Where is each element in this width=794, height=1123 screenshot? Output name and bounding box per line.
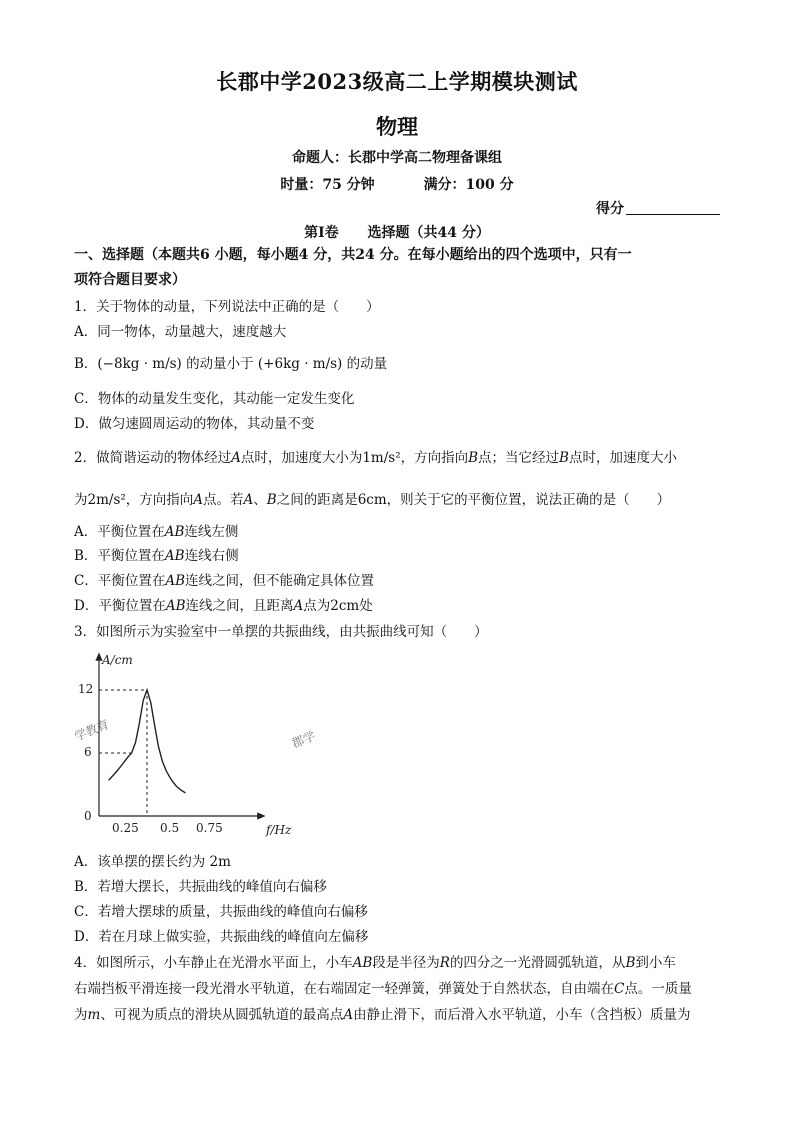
- q4-stem-line2: 右端挡板平滑连接一段光滑水平轨道，在右端固定一轻弹簧，弹簧处于自然状态，自由端在C点。一质量: [74, 981, 692, 997]
- q1-option-a: A．同一物体，动量越大，速度越大: [74, 324, 287, 340]
- q3-option-c: C．若增大摆球的质量，共振曲线的峰值向右偏移: [74, 904, 368, 920]
- y-axis-label: A/cm: [102, 653, 133, 667]
- q4-stem-line1: 4．如图所示，小车静止在光滑水平面上，小车AB段是半径为R的四分之一光滑圆弧轨道，从B到小车: [74, 955, 676, 971]
- time-score-line: [0, 174, 794, 194]
- x-tick-0-75: 0.75: [196, 821, 223, 835]
- score-field: [596, 198, 720, 218]
- score-label: 得分: [596, 201, 624, 217]
- q3-option-b: B．若增大摆长，共振曲线的峰值向右偏移: [74, 879, 327, 895]
- full-score: 满分：100 分: [423, 177, 514, 193]
- q2-stem-line2: 为2m/s²，方向指向A点。若A、B之间的距离是6cm，则关于它的平衡位置，说法正确的是（ ）: [74, 492, 671, 508]
- q3-option-a: A．该单摆的摆长约为 2m: [74, 854, 231, 870]
- x-axis-label: f/Hz: [266, 823, 292, 837]
- y-tick-6: 6: [84, 745, 92, 759]
- exam-time: 时量：75 分钟: [280, 177, 375, 193]
- x-tick-0-25: 0.25: [112, 821, 139, 835]
- watermark-1: 学教育: [72, 717, 111, 744]
- q1-stem: 1．关于物体的动量，下列说法中正确的是（ ）: [74, 299, 380, 315]
- volume-label: 第Ⅰ卷: [304, 225, 339, 241]
- volume-title: 选择题（共44 分）: [367, 225, 490, 241]
- subject-title: 物理: [376, 114, 418, 139]
- watermark-2: 郡学: [289, 728, 318, 751]
- resonance-curve-line: [109, 690, 186, 793]
- volume-heading: [0, 222, 794, 242]
- origin-label: 0: [84, 809, 92, 823]
- y-tick-12: 12: [78, 682, 94, 696]
- q2-stem-line1: 2．做简谐运动的物体经过A点时，加速度大小为1m/s²，方向指向B点；当它经过B点时，加速度大小: [74, 450, 677, 466]
- author-line: 命题人：长郡中学高二物理备课组: [292, 150, 502, 166]
- q2-acc2: 2m/s²: [87, 492, 126, 508]
- q3-stem: 3．如图所示为实验室中一单摆的共振曲线，由共振曲线可知（ ）: [74, 624, 488, 640]
- q1-option-d: D．做匀速圆周运动的物体，其动量不变: [74, 416, 315, 432]
- section1-heading-line2: 项符合题目要求）: [74, 272, 186, 288]
- section1-heading-line1: 一、选择题（本题共6 小题，每小题4 分，共24 分。在每小题给出的四个选项中，只有一: [74, 247, 632, 263]
- q2-option-b: B．平衡位置在AB连线右侧: [74, 548, 239, 564]
- x-tick-0-5: 0.5: [160, 821, 180, 835]
- q2-option-d: D．平衡位置在AB连线之间，且距离A点为2cm处: [74, 598, 373, 614]
- q3-option-d: D．若在月球上做实验，共振曲线的峰值向左偏移: [74, 929, 369, 945]
- resonance-curve-chart: [72, 646, 318, 842]
- q2-option-c: C．平衡位置在AB连线之间，但不能确定具体位置: [74, 573, 375, 589]
- exam-title: 长郡中学2023级高二上学期模块测试: [216, 69, 578, 94]
- q1-option-b: B．(−8kg · m/s) 的动量小于 (+6kg · m/s) 的动量: [74, 356, 388, 372]
- score-blank: [626, 200, 720, 215]
- q2-option-a: A．平衡位置在AB连线左侧: [74, 524, 239, 540]
- q2-acc1: 1m/s²: [362, 450, 401, 466]
- q1-option-c: C．物体的动量发生变化，其动能一定发生变化: [74, 391, 355, 407]
- q4-stem-line3: 为m、可视为质点的滑块从圆弧轨道的最高点A由静止滑下，而后滑入水平轨道，小车（含挡板）质量为: [74, 1007, 691, 1023]
- q2-distance: 6cm: [357, 492, 387, 508]
